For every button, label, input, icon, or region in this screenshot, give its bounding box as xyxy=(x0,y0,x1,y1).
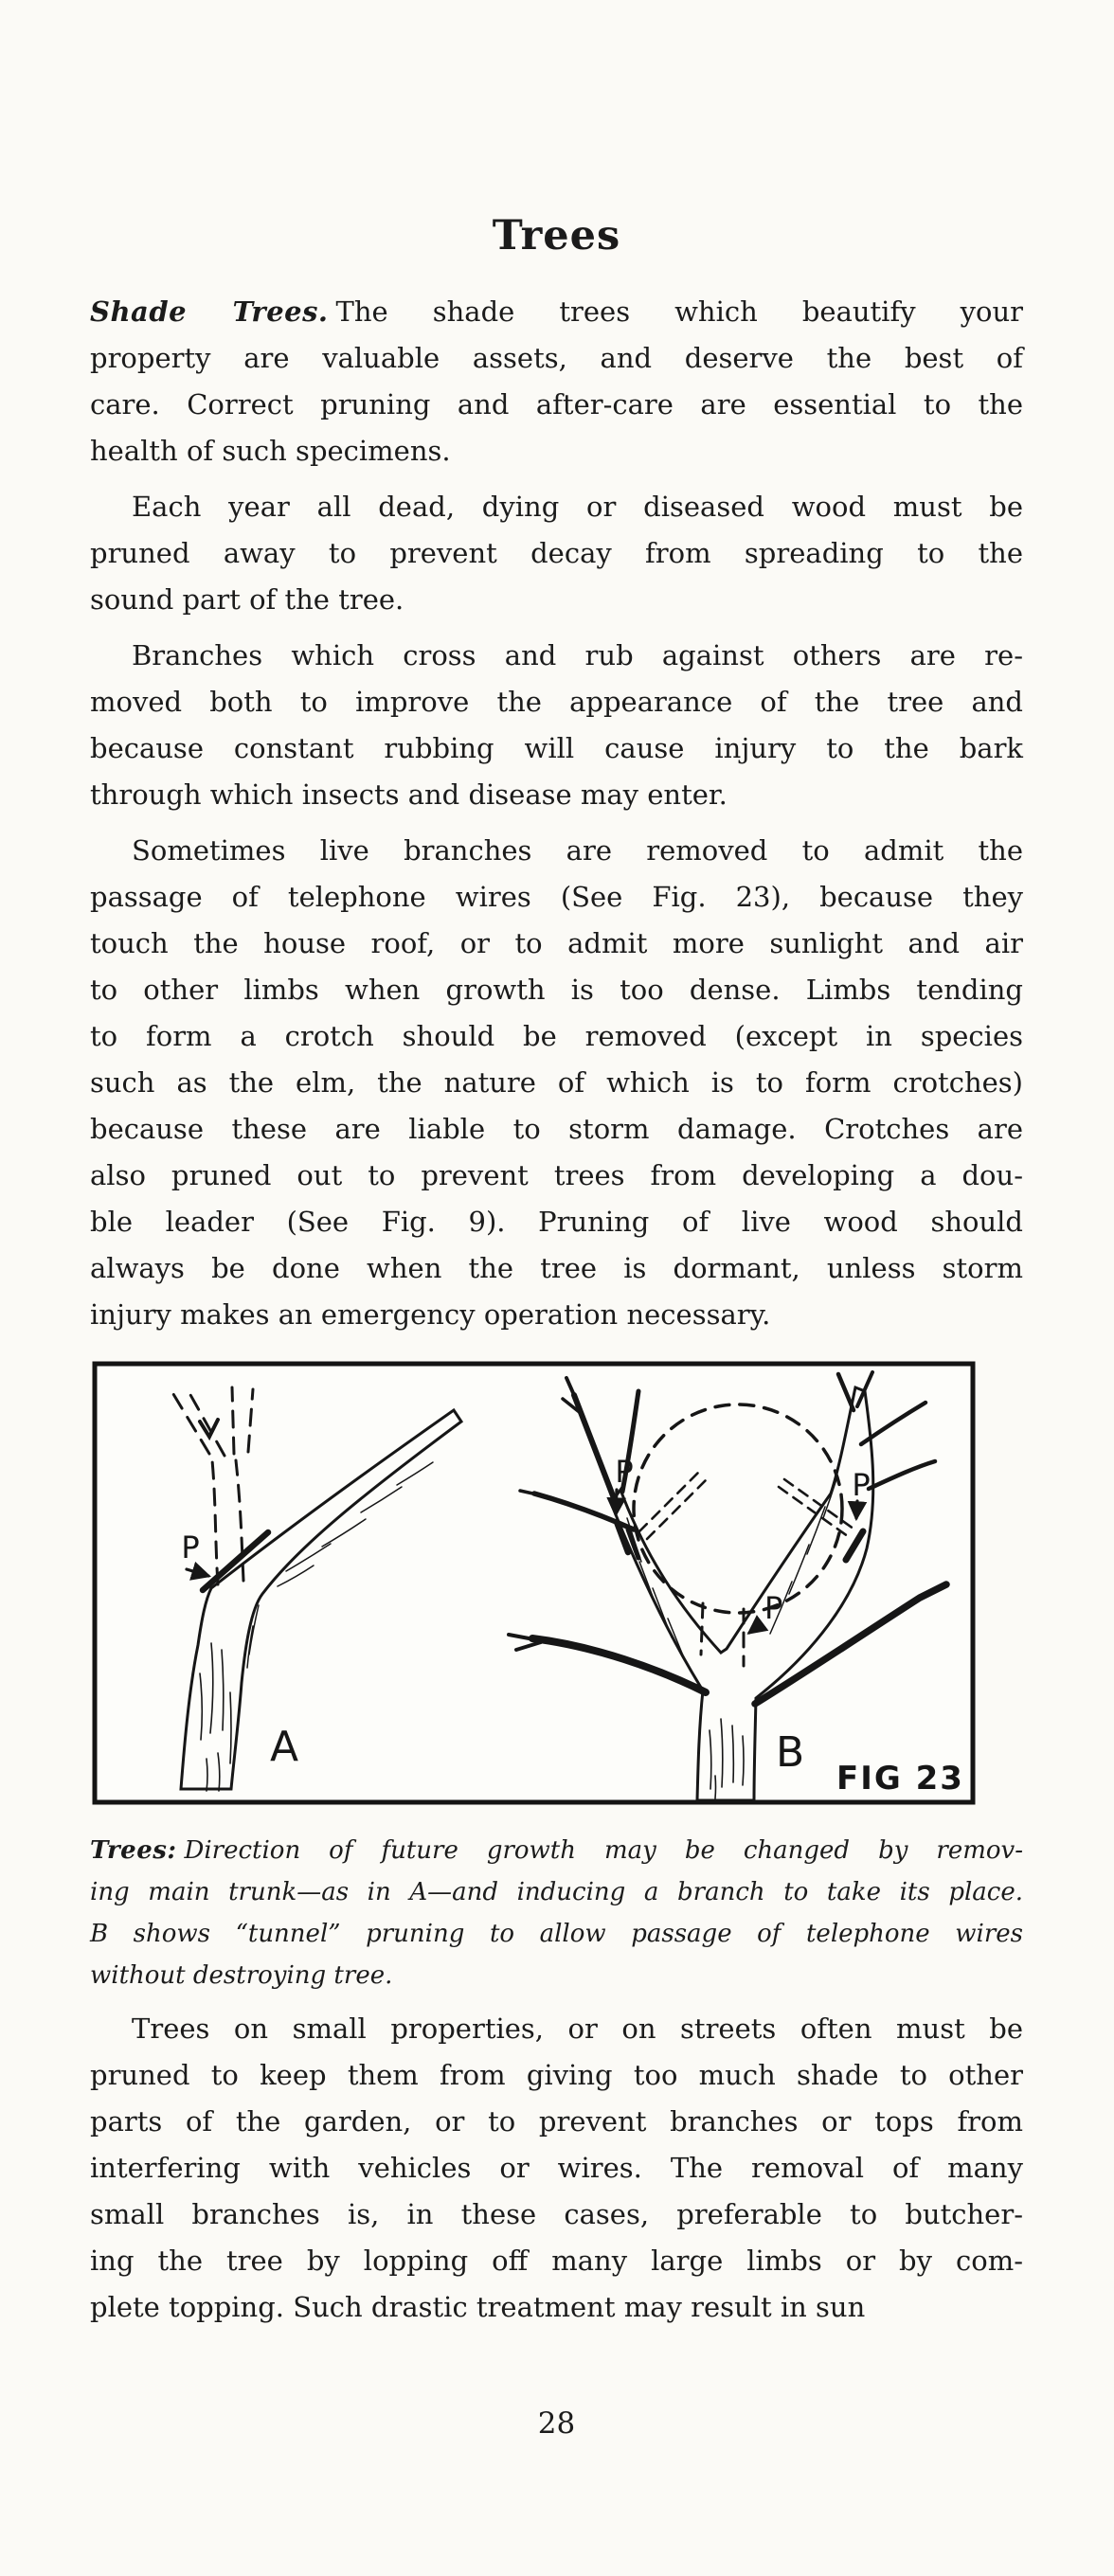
text-line: injury makes an emergency operation necessary. xyxy=(90,1298,771,1331)
text-line: without destroying tree. xyxy=(90,1961,393,1990)
label-p-tunnel-center: P xyxy=(764,1590,783,1626)
text-line: ing main trunk—as in A—and inducing a branch to take its place. xyxy=(90,1878,1023,1906)
text-line: sound part of the tree. xyxy=(90,583,404,616)
text-line: ing the tree by lopping off many large limbs or by com- xyxy=(90,2245,1023,2277)
text-line: Branches which cross and rub against others are re- xyxy=(132,639,1023,671)
label-p-tunnel-right: P xyxy=(852,1467,871,1503)
text-line: B shows “tunnel” pruning to allow passage of telephone wires xyxy=(90,1920,1023,1948)
label-p-tunnel-left: P xyxy=(615,1454,634,1490)
text-line: health of such specimens. xyxy=(90,435,451,467)
figure-23-drawing xyxy=(92,1361,976,1805)
text-column xyxy=(90,0,1023,2441)
text-line: Sometimes live branches are removed to admit the xyxy=(132,834,1023,867)
text-line: plete topping. Such drastic treatment may result in sun xyxy=(90,2291,866,2323)
paragraph-crossing-branches xyxy=(90,633,1023,818)
text-line: touch the house roof, or to admit more sunlight and air xyxy=(90,927,1023,959)
text-line: to other limbs when growth is too dense. Limbs tending xyxy=(90,974,1023,1006)
text-line: moved both to improve the appearance of the tree and xyxy=(90,686,1023,718)
text-line: care. Correct pruning and after-care are essential to the xyxy=(90,388,1023,420)
label-fig-23: FIG 23 xyxy=(836,1760,964,1798)
paragraph-lead: Shade Trees. xyxy=(90,295,329,328)
text-line: because these are liable to storm damage. Crotches are xyxy=(90,1113,1023,1145)
text-line: Trees on small properties, or on streets often must be xyxy=(132,2012,1023,2045)
text-line: Trees: Direction of future growth may be changed by remov- xyxy=(90,1836,1023,1865)
text-line: because constant rubbing will cause injury to the bark xyxy=(90,732,1023,764)
paragraph-live-branches xyxy=(90,828,1023,1338)
text-line: always be done when the tree is dormant, unless storm xyxy=(90,1252,1023,1284)
paragraph-small-properties xyxy=(90,2006,1023,2331)
text-line: small branches is, in these cases, preferable to butcher- xyxy=(90,2198,1023,2230)
figure-caption xyxy=(90,1830,1023,1996)
page-number: 28 xyxy=(537,2406,576,2441)
text-line: interfering with vehicles or wires. The removal of many xyxy=(90,2152,1023,2184)
text-line: through which insects and disease may enter. xyxy=(90,778,728,811)
label-a: A xyxy=(270,1723,299,1771)
text-line: also pruned out to prevent trees from developing a dou- xyxy=(90,1159,1023,1191)
figure-23 xyxy=(92,1361,1023,1805)
text-line: such as the elm, the nature of which is to form crotches) xyxy=(90,1066,1023,1099)
text-line: parts of the garden, or to prevent branches or tops from xyxy=(90,2105,1023,2138)
text-line: to form a crotch should be removed (except in species xyxy=(90,1020,1023,1052)
text-line: passage of telephone wires (See Fig. 23), because they xyxy=(90,881,1023,913)
text-line: pruned to keep them from giving too much shade to other xyxy=(90,2059,1023,2091)
paragraph-lead: Trees: xyxy=(90,1836,177,1865)
text-line: Shade Trees. The shade trees which beautify your xyxy=(90,295,1023,328)
paragraph-yearly-pruning xyxy=(90,484,1023,623)
text-line: property are valuable assets, and deserve the best of xyxy=(90,342,1023,374)
label-p-tree-a: P xyxy=(181,1530,200,1565)
page-title: Trees xyxy=(492,212,621,259)
text-line: pruned away to prevent decay from spreading to the xyxy=(90,537,1023,569)
text-line: Each year all dead, dying or diseased wood must be xyxy=(132,491,1023,523)
paragraph-shade-trees xyxy=(90,289,1023,474)
label-b: B xyxy=(776,1728,805,1777)
text-line: ble leader (See Fig. 9). Pruning of live wood should xyxy=(90,1206,1023,1238)
